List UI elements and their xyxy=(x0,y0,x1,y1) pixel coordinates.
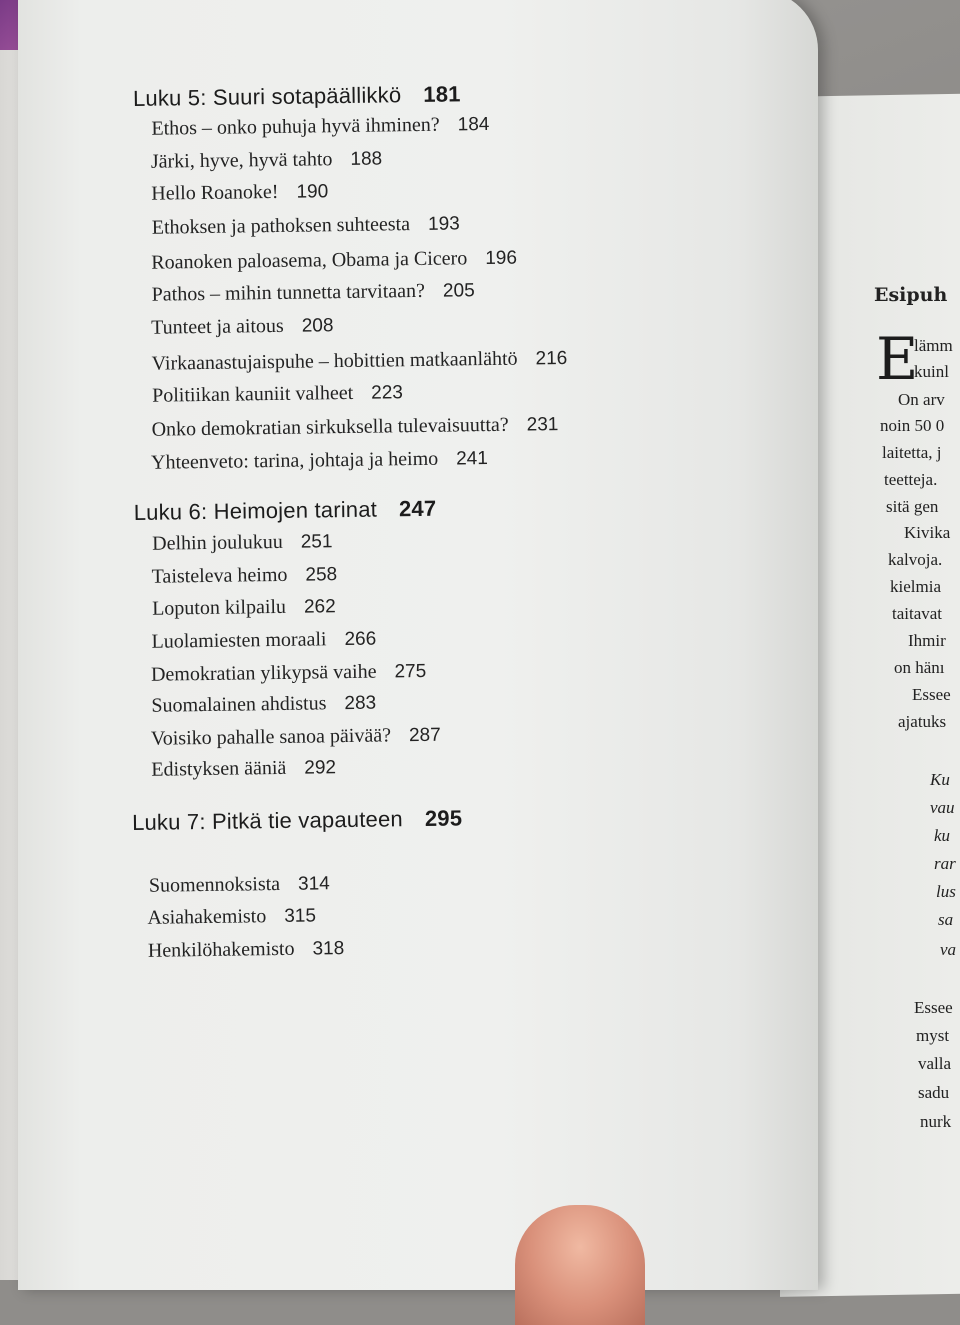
chapter-title: Luku 6: Heimojen tarinat xyxy=(133,496,378,525)
toc-entry xyxy=(152,595,336,621)
right-line: teetteja. xyxy=(884,470,938,489)
entry-page: 241 xyxy=(456,448,489,470)
entry-title: Virkaanastujaispuhe – hobittien matkaanlähtö xyxy=(151,347,518,375)
toc-entry xyxy=(152,279,475,307)
toc-entry xyxy=(151,113,489,141)
entry-page: 196 xyxy=(485,247,518,270)
entry-page: 188 xyxy=(350,148,383,170)
entry-title: Loputon kilpailu xyxy=(151,595,287,620)
right-line: myst xyxy=(916,1026,950,1045)
finger-holding-page xyxy=(515,1205,645,1325)
entry-page: 262 xyxy=(303,596,336,618)
entry-title: Hello Roanoke! xyxy=(151,180,279,205)
right-line: sitä gen xyxy=(886,497,939,516)
entry-title: Luolamiesten moraali xyxy=(151,628,327,653)
right-line: sadu xyxy=(918,1083,950,1102)
right-line: on hänı xyxy=(894,658,945,677)
entry-title: Voisiko pahalle sanoa päivää? xyxy=(150,724,392,750)
chapter-heading xyxy=(132,805,462,836)
entry-title: Politiikan kauniit valheet xyxy=(151,381,354,407)
entry-title: Järki, hyve, hyvä tahto xyxy=(150,148,333,173)
entry-page: 193 xyxy=(427,213,460,235)
right-line: lämm xyxy=(914,336,953,355)
entry-page: 216 xyxy=(535,347,568,370)
right-italic-line: Ku xyxy=(930,770,950,789)
chapter-page: 295 xyxy=(424,805,463,831)
right-line: noin 50 0 xyxy=(880,416,945,435)
entry-title: Asiahakemisto xyxy=(147,905,267,929)
entry-page: 190 xyxy=(296,181,329,203)
entry-title: Henkilöhakemisto xyxy=(147,937,295,962)
entry-page: 292 xyxy=(304,757,337,779)
entry-title: Demokratian ylikypsä vaihe xyxy=(150,660,377,686)
chapter-heading xyxy=(134,496,437,526)
toc-entry xyxy=(151,147,383,173)
entry-title: Tunteet ja aitous xyxy=(151,314,284,339)
entry-page: 318 xyxy=(312,938,345,960)
toc-entry xyxy=(152,347,568,376)
toc-entry xyxy=(151,314,334,340)
right-line: Ihmir xyxy=(908,631,946,650)
right-line: On arv xyxy=(898,390,945,409)
entry-title: Suomennoksista xyxy=(148,872,281,897)
toc-entry xyxy=(151,628,376,654)
right-line: ajatuks xyxy=(898,712,947,731)
right-line: Essee xyxy=(912,685,951,704)
entry-page: 205 xyxy=(442,280,475,302)
chapter-title: Luku 7: Pitkä tie vapauteen xyxy=(131,806,404,836)
toc-entry xyxy=(151,247,517,275)
toc-entry xyxy=(152,563,338,589)
right-italic-line: vau xyxy=(930,798,955,817)
entry-title: Suomalainen ahdistus xyxy=(151,692,327,717)
entry-title: Yhteenveto: tarina, johtaja ja heimo xyxy=(150,447,439,474)
right-page-heading: Esipuh xyxy=(874,284,948,306)
toc-entry xyxy=(151,660,426,687)
chapter-title: Luku 5: Suuri sotapäällikkö xyxy=(132,82,402,111)
entry-page: 251 xyxy=(300,531,333,553)
right-line: Essee xyxy=(914,998,953,1017)
chapter-page: 247 xyxy=(398,495,437,522)
entry-page: 315 xyxy=(284,905,317,927)
drop-cap: E xyxy=(876,325,919,393)
right-line: kielmia xyxy=(890,577,941,596)
entry-page: 184 xyxy=(457,113,490,136)
toc-entry xyxy=(151,413,558,442)
toc-entry xyxy=(151,724,441,751)
right-italic-line: rar xyxy=(934,854,956,873)
entry-page: 275 xyxy=(394,660,427,683)
right-line: kuinl xyxy=(914,362,949,381)
entry-title: Pathos – mihin tunnetta tarvitaan? xyxy=(151,279,426,306)
right-italic-line: ku xyxy=(934,826,951,845)
toc-entry xyxy=(152,381,403,407)
toc-entry xyxy=(151,692,376,718)
entry-page: 231 xyxy=(526,414,559,436)
toc-entry xyxy=(151,447,488,475)
toc-entry xyxy=(152,530,333,556)
entry-page: 223 xyxy=(371,382,404,404)
entry-page: 283 xyxy=(344,692,377,715)
appendix-entry xyxy=(147,904,316,929)
entry-page: 266 xyxy=(344,628,377,651)
appendix-entry xyxy=(149,872,330,898)
chapter-page: 181 xyxy=(423,81,461,107)
entry-title: Ethoksen ja pathoksen suhteesta xyxy=(151,213,411,239)
appendix-entry xyxy=(148,937,345,963)
entry-page: 314 xyxy=(297,873,330,895)
toc-entry xyxy=(151,756,336,782)
entry-title: Delhin joulukuu xyxy=(152,530,283,555)
entry-page: 208 xyxy=(301,315,334,337)
entry-title: Ethos – onko puhuja hyvä ihminen? xyxy=(151,113,440,140)
right-line: Kivika xyxy=(904,523,951,542)
toc-entry xyxy=(152,212,460,239)
entry-page: 258 xyxy=(305,564,338,586)
toc-entry xyxy=(151,180,328,205)
right-line: laitetta, j xyxy=(882,443,942,462)
right-italic-line: sa xyxy=(938,910,954,929)
entry-title: Taisteleva heimo xyxy=(151,563,288,588)
right-line: valla xyxy=(918,1054,952,1073)
entry-title: Onko demokratian sirkuksella tulevaisuutta? xyxy=(151,413,509,441)
right-line: nurk xyxy=(920,1112,952,1131)
right-italic-line: lus xyxy=(936,882,956,901)
right-line: kalvoja. xyxy=(888,550,943,569)
entry-title: Roanoken paloasema, Obama ja Cicero xyxy=(151,247,468,274)
right-line: taitavat xyxy=(892,604,943,623)
right-italic-line: va xyxy=(940,940,957,959)
entry-title: Edistyksen ääniä xyxy=(151,756,287,781)
entry-page: 287 xyxy=(408,724,441,747)
chapter-heading xyxy=(133,81,461,112)
